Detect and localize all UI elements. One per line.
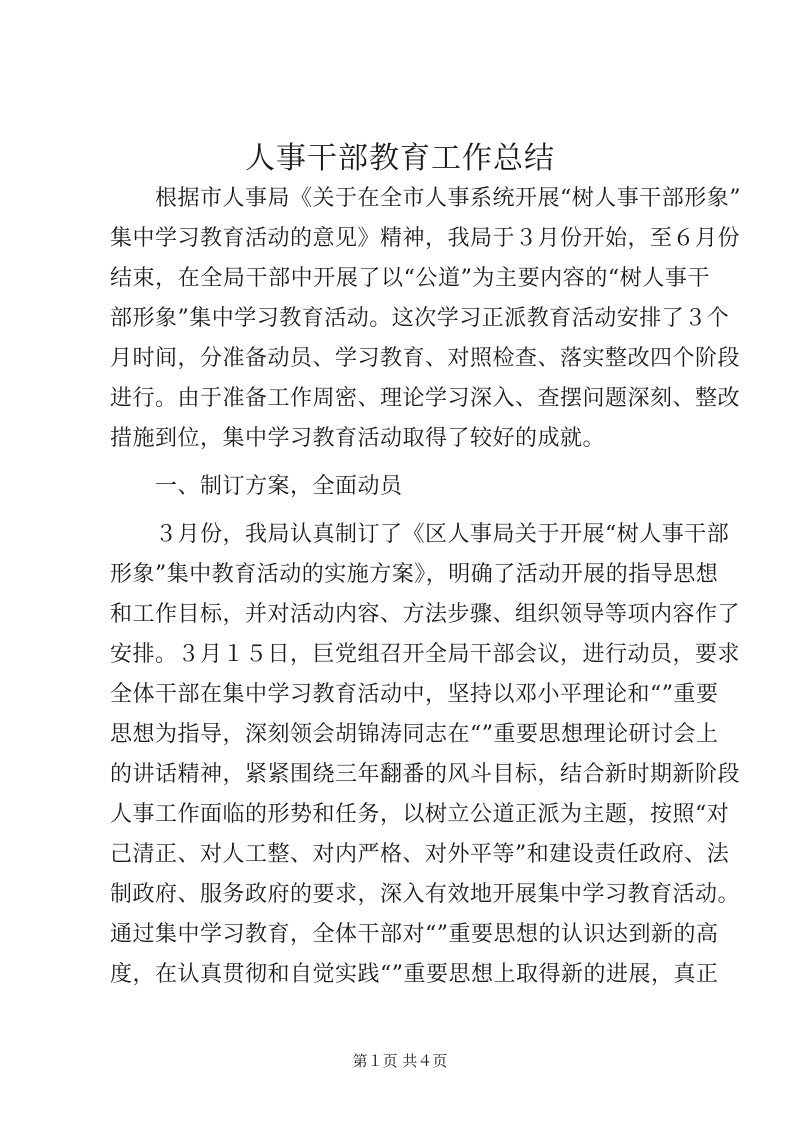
body-line: 根据市人事局《关于在全市人事系统开展“树人事干部形象”: [110, 186, 741, 211]
body-line: 形象”集中教育活动的实施方案》，明确了活动开展的指导思想: [110, 562, 719, 587]
body-line: 人事工作面临的形势和任务，以树立公道正派为主题，按照“对: [110, 802, 730, 827]
body-line: 月时间，分准备动员、学习教育、对照检查、落实整改四个阶段: [110, 346, 741, 371]
body-line: 思想为指导，深刻领会胡锦涛同志在“”重要思想理论研讨会上: [110, 722, 719, 747]
body-line: 进行。由于准备工作周密、理论学习深入、查摆问题深刻、整改: [110, 386, 741, 411]
body-line: 集中学习教育活动的意见》精神，我局于３月份开始，至６月份: [110, 226, 741, 251]
body-line: 措施到位，集中学习教育活动取得了较好的成就。: [110, 426, 606, 451]
body-line: 部形象”集中学习教育活动。这次学习正派教育活动安排了３个: [110, 306, 730, 331]
document-title: 人事干部教育工作总结: [245, 141, 555, 176]
body-line: 和工作目标，并对活动内容、方法步骤、组织领导等项内容作了: [110, 602, 741, 627]
section-heading: 一、制订方案，全面动员: [110, 474, 403, 499]
body-line: 的讲话精神，紧紧围绕三年翻番的风斗目标，结合新时期新阶段: [110, 762, 741, 787]
body-line: 安排。３月１５日，巨党组召开全局干部会议，进行动员，要求: [110, 642, 741, 667]
body-line: 全体干部在集中学习教育活动中，坚持以邓小平理论和“”重要: [110, 682, 719, 707]
body-line: 己清正、对人工整、对内严格、对外平等”和建设责任政府、法: [110, 842, 730, 867]
body-line: 度，在认真贯彻和自觉实践“”重要思想上取得新的进展，真正: [110, 962, 719, 987]
body-line: 结束，在全局干部中开展了以“公道”为主要内容的“树人事干: [110, 266, 710, 291]
body-line: 通过集中学习教育，全体干部对“”重要思想的认识达到新的高: [110, 922, 719, 947]
page-footer: 第１页 共４页: [352, 1052, 448, 1070]
body-line: 制政府、服务政府的要求，深入有效地开展集中学习教育活动。: [110, 882, 741, 907]
body-line: ３月份，我局认真制订了《区人事局关于开展“树人事干部: [110, 522, 730, 547]
